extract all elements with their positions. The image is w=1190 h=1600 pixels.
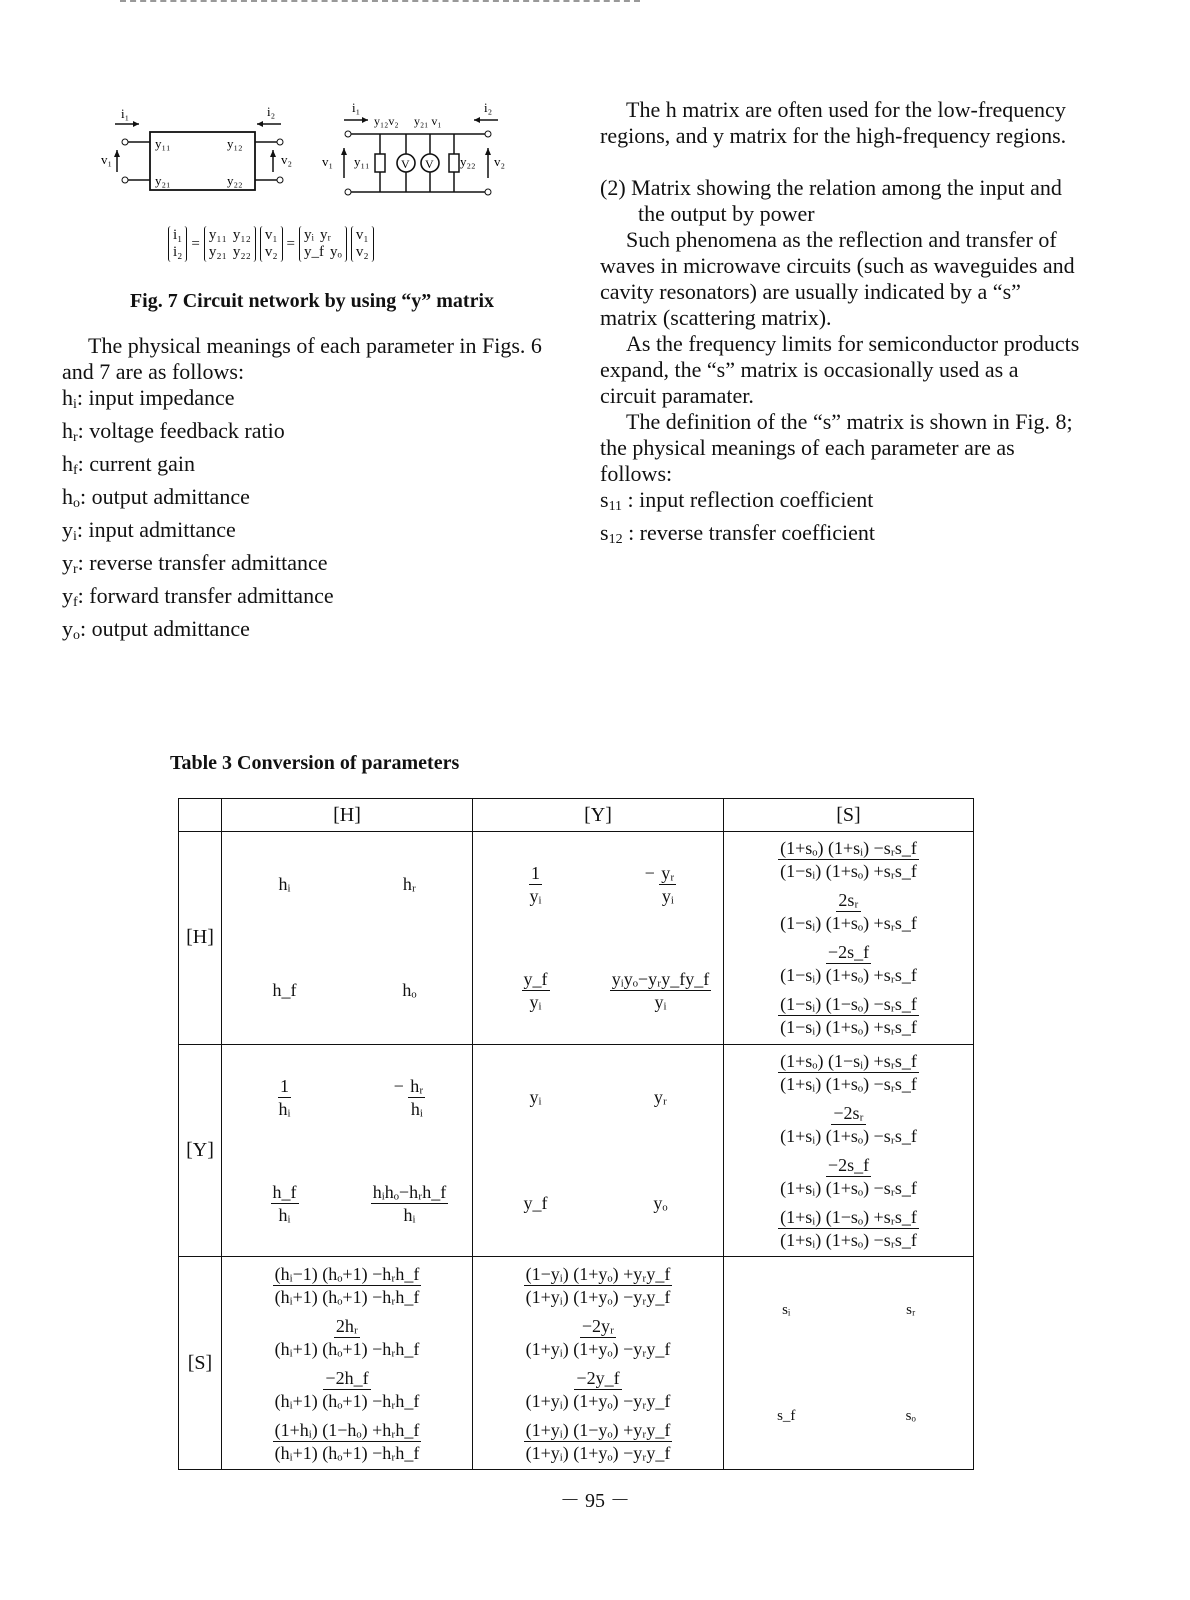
svg-text:V: V [401, 157, 410, 171]
fraction [778, 1206, 919, 1251]
label-i1: i₁ [352, 100, 361, 115]
cell-s-h [222, 1257, 473, 1470]
symbol: y [62, 616, 73, 641]
symbol: y [62, 517, 73, 542]
cell-s-s: sᵢ sᵣ s_f sₒ [724, 1257, 974, 1470]
denominator: (1+yᵢ) (1+yₒ) −yᵣy_f [525, 1390, 671, 1411]
fraction [778, 1102, 919, 1147]
col-header-y: [Y] [473, 799, 724, 832]
svg-text:V: V [425, 157, 434, 171]
symbol: y [62, 550, 73, 575]
definition-text: : reverse transfer admittance [77, 550, 328, 575]
definition-text: : input reflection coefficient [622, 487, 874, 512]
numerator: −2yᵣ [581, 1315, 615, 1336]
denominator: (1+yᵢ) (1+yₒ) −yᵣy_f [525, 1286, 671, 1307]
definition-item [600, 520, 1080, 553]
symbol: h [62, 451, 73, 476]
fraction [524, 1263, 673, 1308]
numerator: (1+sᵢ) (1−sₒ) +sᵣs_f [780, 1206, 917, 1227]
s-parameter-definitions [600, 487, 1080, 553]
left-column [62, 333, 542, 649]
numerator: (hᵢ−1) (hₒ+1) −hᵣh_f [274, 1263, 420, 1284]
cell-h-s [724, 832, 974, 1045]
numerator: (1+hᵢ) (1−hₒ) +hᵣh_f [274, 1419, 420, 1440]
figure-caption: Fig. 7 Circuit network by using “y” matrix [129, 290, 495, 312]
numerator: −2s_f [827, 942, 870, 963]
denominator: (1+yᵢ) (1+yₒ) −yᵣy_f [525, 1442, 671, 1463]
symbol: h [62, 385, 73, 410]
label-y12: y₁₂ [227, 136, 243, 151]
top-rule [120, 0, 640, 2]
section-heading: (2) Matrix showing the relation among the input and the output by power [600, 175, 1062, 226]
symbol: s [600, 487, 609, 512]
subscript: o [73, 628, 80, 643]
definition-item [62, 451, 542, 484]
fraction [273, 1315, 422, 1360]
label-y21v1: y₂₁ v₁ [414, 114, 442, 128]
definition-text: : output admittance [80, 616, 250, 641]
fraction [273, 1263, 422, 1308]
definition-text: : output admittance [80, 484, 250, 509]
subscript: r [73, 430, 78, 445]
current-vector: i₁ i₂ [168, 226, 187, 262]
subscript: i [73, 529, 77, 544]
subscript: r [73, 562, 78, 577]
label-y21: y₂₁ [155, 173, 171, 188]
label-v2: v₂ [281, 152, 293, 167]
page-number: － 95 － [560, 1490, 630, 1512]
label-i1: i₁ [121, 106, 130, 121]
denominator: (1−sᵢ) (1+sₒ) +sᵣs_f [780, 1017, 917, 1038]
numerator: (1+sₒ) (1−sᵢ) +sᵣs_f [780, 1051, 917, 1072]
subscript: 12 [608, 532, 623, 547]
symbol: s [600, 520, 609, 545]
label-i2: i₂ [484, 100, 493, 115]
fraction [778, 1154, 919, 1199]
definition-item [600, 487, 1080, 520]
fraction [273, 1367, 422, 1412]
numerator: −2s_f [827, 1154, 870, 1175]
voltage-vector: v₁ v₂ [351, 226, 374, 262]
numerator: (1−yᵢ) (1+yₒ) +yᵣy_f [525, 1263, 671, 1284]
fraction [524, 1419, 673, 1464]
definition-item [62, 418, 542, 451]
denominator: (1−sᵢ) (1+sₒ) +sᵣs_f [780, 861, 917, 882]
denominator: (hᵢ+1) (hₒ+1) −hᵣh_f [274, 1338, 420, 1359]
fraction [524, 1315, 673, 1360]
subscript: f [73, 463, 78, 478]
cell-y-y: yᵢ yᵣ y_f yₒ [473, 1044, 724, 1257]
label-v2: v₂ [494, 154, 506, 169]
fraction [778, 941, 919, 986]
numerator: (1+sₒ) (1+sᵢ) −sᵣs_f [780, 838, 917, 859]
definition-text: : input impedance [76, 385, 235, 410]
right-column [600, 97, 1080, 553]
definition-item [62, 616, 542, 649]
row-header-h: [H] [179, 832, 222, 1045]
denominator: (hᵢ+1) (hₒ+1) −hᵣh_f [274, 1442, 420, 1463]
voltage-vector: v₁ v₂ [260, 226, 283, 262]
y-matrix-two-port-diagram [95, 100, 305, 200]
definition-text: : forward transfer admittance [77, 583, 334, 608]
conversion-table [178, 798, 974, 1470]
paragraph: As the frequency limits for semiconductor products expand, the “s” matrix is occasionally used as a circuit paramater. [600, 331, 1080, 408]
denominator: (1−sᵢ) (1+sₒ) +sᵣs_f [780, 965, 917, 986]
y-matrix-equivalent-circuit-diagram [318, 98, 523, 202]
table-caption: Table 3 Conversion of parameters [170, 752, 460, 774]
symbol: h [62, 418, 73, 443]
numerator: −2sᵣ [833, 1103, 864, 1124]
cell-s-y [473, 1257, 724, 1470]
denominator: (1+sᵢ) (1+sₒ) −sᵣs_f [780, 1229, 917, 1250]
paragraph: The definition of the “s” matrix is shown in Fig. 8; the physical meanings of each parameter are as follows: [600, 409, 1073, 486]
fraction [273, 1419, 422, 1464]
denominator: (1+sᵢ) (1+sₒ) −sᵣs_f [780, 1177, 917, 1198]
label-y11: y₁₁ [155, 136, 171, 151]
y-matrix-equation: i₁ i₂ = y₁₁ y₁₂ y₂₁ y₂₂ v₁ v₂ = yᵢ yᵣ y_f yₒ v₁ v₂ [168, 226, 374, 262]
numerator: (1+yᵢ) (1−yₒ) +yᵣy_f [525, 1419, 671, 1440]
corner-cell [179, 799, 222, 832]
definition-item [62, 550, 542, 583]
cell-y-h: $\frac{1}{\text{hᵢ}}$ − $\frac{\text{hᵣ}}{\text{hᵢ}}$ $\frac{h\_f}{\text{hᵢ}}$ $\frac{\text{hᵢhₒ−hᵣh\_f}}{\text{hᵢ}}$ [222, 1044, 473, 1257]
paragraph: Such phenomena as the reflection and transfer of waves in microwave circuits (such as waveguides and cavity resonators) are usually indicated by a “s” matrix (scattering matrix). [600, 227, 1075, 330]
definition-text: : current gain [77, 451, 195, 476]
label-i2: i₂ [267, 104, 276, 119]
fraction [778, 837, 919, 882]
symbol: h [62, 484, 73, 509]
label-y22: y₂₂ [227, 173, 243, 188]
fraction [778, 993, 919, 1038]
definition-item [62, 517, 542, 550]
denominator: (1+sᵢ) (1+sₒ) −sᵣs_f [780, 1074, 917, 1095]
symbol: y [62, 583, 73, 608]
label-y22: y₂₂ [460, 154, 476, 169]
col-header-s: [S] [724, 799, 974, 832]
label-v1: v₁ [322, 154, 334, 169]
cell-h-y: $\frac{1}{\text{yᵢ}}$ − $\frac{\text{yᵣ}}{\text{yᵢ}}$ $\frac{y\_f}{\text{yᵢ}}$ $\frac{\text{yᵢyₒ−yᵣy\_fy\_f}}{\text{yᵢ}}$ [473, 832, 724, 1045]
parameter-definitions [62, 385, 542, 649]
denominator: (1−sᵢ) (1+sₒ) +sᵣs_f [780, 913, 917, 934]
row-header-s: [S] [179, 1257, 222, 1470]
numerator: (1−sᵢ) (1−sₒ) −sᵣs_f [780, 994, 917, 1015]
y-parameter-matrix: yᵢ yᵣ y_f yₒ [299, 226, 347, 262]
numerator: −2y_f [576, 1367, 620, 1388]
numerator: 2hᵣ [335, 1315, 359, 1336]
subscript: o [73, 496, 80, 511]
col-header-h: [H] [222, 799, 473, 832]
subscript: 11 [608, 499, 623, 514]
subscript: f [73, 595, 78, 610]
subscript: i [73, 397, 77, 412]
fraction [524, 1367, 673, 1412]
denominator: (1+yᵢ) (1+yₒ) −yᵣy_f [525, 1338, 671, 1359]
y-matrix: y₁₁ y₁₂ y₂₁ y₂₂ [204, 226, 256, 262]
denominator: (hᵢ+1) (hₒ+1) −hᵣh_f [274, 1286, 420, 1307]
definition-item [62, 484, 542, 517]
numerator: −2h_f [325, 1367, 369, 1388]
definition-text: : voltage feedback ratio [77, 418, 285, 443]
paragraph: The h matrix are often used for the low-frequency regions, and y matrix for the high-frequency regions. [600, 97, 1067, 148]
cell-y-s [724, 1044, 974, 1257]
definition-item [62, 583, 542, 616]
paragraph: The physical meanings of each parameter in Figs. 6 and 7 are as follows: [62, 333, 542, 384]
label-y11: y₁₁ [354, 154, 370, 169]
cell-h-h: hᵢ hᵣ h_f hₒ [222, 832, 473, 1045]
denominator: (1+sᵢ) (1+sₒ) −sᵣs_f [780, 1126, 917, 1147]
label-v1: v₁ [101, 152, 113, 167]
label-y12v2: y₁₂v₂ [374, 114, 399, 128]
denominator: (hᵢ+1) (hₒ+1) −hᵣh_f [274, 1390, 420, 1411]
row-header-y: [Y] [179, 1044, 222, 1257]
fraction [778, 1050, 919, 1095]
definition-item [62, 385, 542, 418]
numerator: 2sᵣ [838, 890, 859, 911]
definition-text: : input admittance [76, 517, 236, 542]
definition-text: : reverse transfer coefficient [622, 520, 876, 545]
fraction [778, 889, 919, 934]
